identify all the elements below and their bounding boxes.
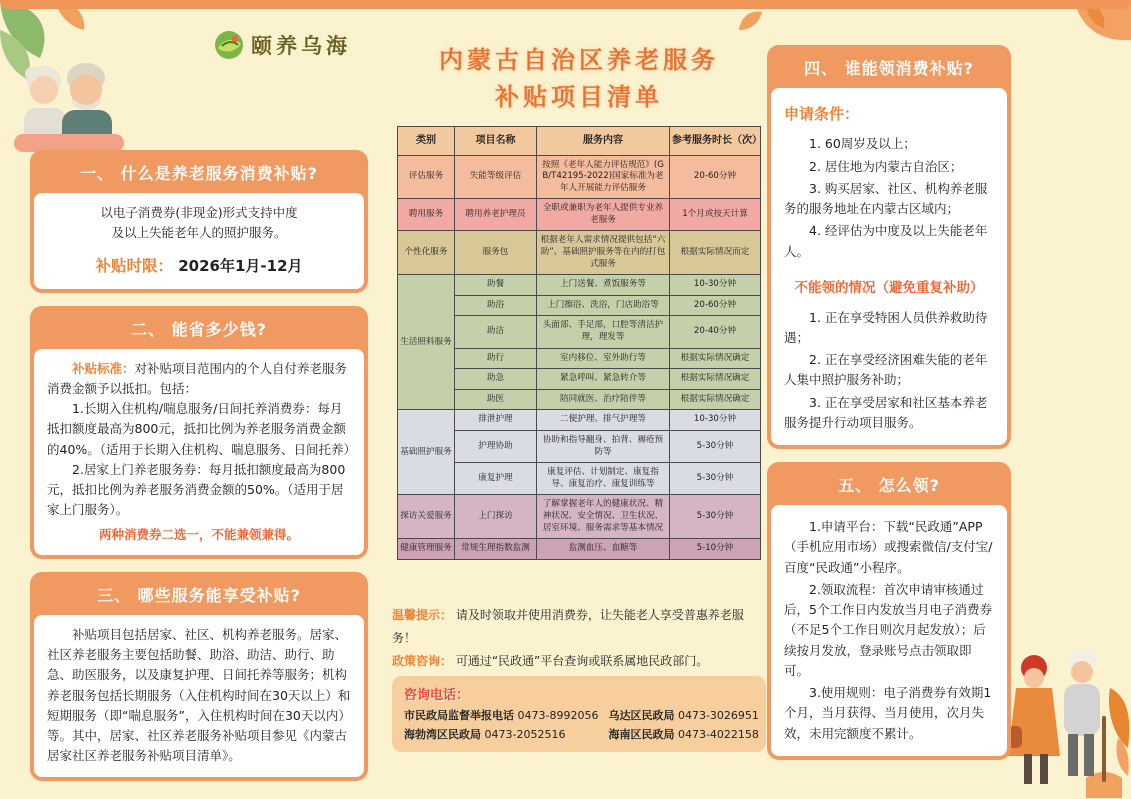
exclusion-item: 2. 正在享受经济困难失能的老年人集中照护服务补助；: [784, 352, 988, 388]
section-4-heading: 四、 谁能领消费补贴?: [804, 59, 974, 78]
cell-content: 陪同就医、治疗陪伴等: [537, 389, 670, 410]
cell-name: 助医: [455, 389, 537, 410]
exclusions-list: [784, 308, 994, 434]
phone-entry: [404, 707, 598, 723]
table-row-health: [398, 539, 761, 560]
voucher-warning: 两种消费券二选一，不能兼领兼得。: [98, 526, 299, 542]
cell-duration: 5-30分钟: [670, 431, 761, 463]
standard-paragraph: [47, 359, 351, 400]
cell-duration: 1个月或按天计算: [670, 199, 761, 231]
exclusion-item: 1. 正在享受特困人员供养救助待遇；: [784, 309, 988, 345]
cell-content: 监测血压、血糖等: [537, 539, 670, 560]
section-2-body: [34, 349, 364, 555]
cell-duration: 5-30分钟: [670, 463, 761, 495]
table-row-meal: [398, 275, 761, 296]
cell-name: 服务包: [455, 231, 537, 275]
table-header-row: [398, 127, 761, 156]
cell-name: 上门探访: [455, 495, 537, 539]
cell-category: 健康管理服务: [398, 539, 455, 560]
phone-name: 海勃湾区民政局: [404, 728, 481, 741]
cell-duration: 5-30分钟: [670, 495, 761, 539]
cell-content: 全职或兼职为老年人提供专业养老服务: [537, 199, 670, 231]
standard-label: 补贴标准：: [72, 360, 135, 376]
section-3-card: [30, 572, 368, 781]
table-row-excretion: [398, 410, 761, 431]
notes-block: [392, 604, 766, 672]
section-1-heading: 一、 什么是养老服务消费补贴?: [80, 164, 318, 183]
section-5-heading: 五、 怎么领?: [838, 476, 940, 496]
how-to-step: 1.申请平台：下载“民政通”APP（手机应用市场）或搜索微信/支付宝/百度“民政通”小程序。: [784, 519, 993, 575]
brand-logo-icon: [214, 30, 244, 60]
phone-entry: [404, 726, 598, 742]
conditions-title: 申请条件：: [784, 105, 860, 123]
cell-name: 护理协助: [455, 431, 537, 463]
tip-label: 温馨提示：: [392, 608, 453, 622]
standard-text: 对补贴项目范围内的个人自付养老服务消费金额予以抵扣。包括：: [47, 360, 348, 396]
cell-category: 聘用服务: [398, 199, 455, 231]
cell-duration: 10-30分钟: [670, 410, 761, 431]
brand-name: 颐养乌海: [251, 34, 351, 58]
cell-content: 室内移位、室外助行等: [537, 348, 670, 369]
cell-duration: 根据实际情况确定: [670, 369, 761, 390]
deadline-row: [47, 254, 351, 279]
left-column: [30, 150, 368, 794]
cell-content: 上门擦浴、洗浴，门店助浴等: [537, 295, 670, 316]
condition-item: 4. 经评估为中度及以上失能老年人。: [784, 223, 988, 259]
how-to-step: 3.使用规则：电子消费券有效期1个月，当月获得、当月使用，次月失效，未用完额度不累计。: [784, 685, 992, 741]
section-3-body: [34, 615, 364, 777]
condition-item: 2. 居住地为内蒙古自治区；: [809, 158, 963, 174]
section-5-body: [771, 505, 1007, 756]
section-4-card: [767, 45, 1011, 449]
deadline-value: 2026年1月-12月: [178, 256, 303, 275]
phone-name: 乌达区民政局: [608, 709, 675, 722]
cell-name: 助急: [455, 369, 537, 390]
phone-box: [392, 676, 766, 752]
subsidy-table-wrap: [397, 126, 760, 560]
cell-name: 失能等级评估: [455, 155, 537, 199]
section-2-heading: 二、 能省多少钱?: [131, 319, 267, 339]
phone-name: 海南区民政局: [608, 728, 675, 741]
table-row-hire: [398, 199, 761, 231]
brand: [214, 30, 351, 60]
cell-duration: 20-60分钟: [670, 155, 761, 199]
voucher-item-2: 2.居家上门养老服务券：每月抵扣额度最高为800元，抵扣比例为养老服务消费金额的50%。（适用于居家上门服务）。: [47, 461, 346, 518]
cell-name: 助餐: [455, 275, 537, 296]
cell-content: 紧急呼叫、紧急转介等: [537, 369, 670, 390]
section-1-line2: 及以上失能老年人的照护服务。: [111, 225, 287, 241]
phone-number: 0473-2052516: [484, 728, 566, 741]
cell-content: 二便护理、排气护理等: [537, 410, 670, 431]
top-border-band: [0, 0, 1131, 9]
phone-entry: [608, 726, 758, 742]
cell-name: 助行: [455, 348, 537, 369]
exclusion-item: 3. 正在享受居家和社区基本养老服务提升行动项目服务。: [784, 394, 988, 430]
table-row-eval: [398, 155, 761, 199]
section-5-card: [767, 462, 1011, 760]
phone-heading: 咨询电话：: [404, 688, 470, 703]
tip-line: [392, 604, 766, 650]
section-1-line1: 以电子消费券(非现金)形式支持中度: [100, 205, 298, 220]
section-2-card: [30, 306, 368, 559]
cell-name: 助洁: [455, 316, 537, 348]
cell-category-basic: 基础照护服务: [398, 410, 455, 495]
phone-number: 0473-4022158: [677, 728, 759, 741]
cell-content: 协助和指导翻身、拍背、褥疮预防等: [537, 431, 670, 463]
voucher-item-1: 1.长期入住机构/喘息服务/日间托养消费券：每月抵扣额度最高为800元，抵扣比例为养老服务消费金额的40%。（适用于长期入住机构、喘息服务、日间托养）: [47, 401, 357, 457]
table-row-visit: [398, 495, 761, 539]
cell-content: 上门送餐、煮饭服务等: [537, 275, 670, 296]
col-header-content: 服务内容: [537, 127, 670, 156]
subsidy-table: [397, 126, 761, 560]
cell-content: 头面部、手足部，口腔等清洁护理，理发等: [537, 316, 670, 348]
condition-item: 3. 购买居家、社区、机构养老服务的服务地址在内蒙古区域内；: [784, 180, 988, 217]
deadline-label: 补贴时限：: [95, 256, 173, 275]
title-line-2: 补贴项目清单: [495, 83, 663, 112]
section-1-body: [34, 193, 364, 289]
cell-name: 助浴: [455, 295, 537, 316]
leaf-small-icon: [737, 10, 763, 32]
cell-category: 探访关爱服务: [398, 495, 455, 539]
section-3-text: 补贴项目包括居家、社区、机构养老服务。居家、社区养老服务主要包括助餐、助浴、助洁、助行、助急、助医服务，以及康复护理、日间托养等服务；机构养老服务包括长期服务（入住机构时间在30天以上）和短期服务（即“喘息服务”，入住机构时间在30天以内）等。其中，居家、社区养老服务补贴项目参见《内蒙古居家社区养老服务补贴项目清单》。: [47, 626, 351, 764]
cell-duration: 10-30分钟: [670, 275, 761, 296]
cell-name: 排泄护理: [455, 410, 537, 431]
phone-name: 市民政局监督举报电话: [404, 709, 514, 722]
tip-text: 请及时领取并使用消费券，让失能老人享受普惠养老服务！: [392, 608, 744, 645]
exclusions-title: 不能领的情况（避免重复补助）: [794, 279, 984, 296]
cell-name: 康复护理: [455, 463, 537, 495]
section-4-body: [771, 88, 1007, 445]
cell-content: 按照《老年人能力评估规范》(GB/T42195-2022)国家标准为老年人开展能力评估服务: [537, 155, 670, 199]
table-row-personalized: [398, 231, 761, 275]
phone-number: 0473-8992056: [517, 709, 599, 722]
cell-duration: 根据实际情况确定: [670, 389, 761, 410]
col-header-name: 项目名称: [455, 127, 537, 156]
col-header-duration: 参考服务时长（次）: [670, 127, 761, 156]
cell-duration: 20-40分钟: [670, 316, 761, 348]
elderly-couple-illustration: [14, 52, 124, 152]
walking-couple-illustration: [990, 628, 1131, 799]
title-line-1: 内蒙古自治区养老服务: [439, 46, 719, 74]
phone-number: 0473-3026951: [677, 709, 759, 722]
section-1-card: [30, 150, 368, 293]
cell-duration: 根据实际情况而定: [670, 231, 761, 275]
section-3-heading: 三、 哪些服务能享受补贴?: [97, 585, 301, 605]
conditions-list: [784, 134, 994, 262]
condition-item: 1. 60周岁及以上；: [809, 136, 916, 152]
cell-category: 评估服务: [398, 155, 455, 199]
col-header-category: 类别: [398, 127, 455, 156]
policy-text: 可通过“民政通”平台查询或联系属地民政部门。: [455, 653, 709, 668]
cell-category-life: 生活照料服务: [398, 275, 455, 410]
cell-duration: 根据实际情况确定: [670, 348, 761, 369]
right-column: [767, 45, 1011, 773]
cell-category: 个性化服务: [398, 231, 455, 275]
cell-duration: 20-60分钟: [670, 295, 761, 316]
cell-name: 常规生理指数监测: [455, 539, 537, 560]
cell-duration: 5-10分钟: [670, 539, 761, 560]
policy-label: 政策咨询：: [392, 653, 453, 668]
phone-grid: [404, 707, 759, 742]
how-to-step: 2.领取流程：首次申请审核通过后，5个工作日内发放当月电子消费券（不足5个工作日则次月起发放）；后续按月发放，登录账号点击领取即可。: [784, 581, 992, 678]
policy-line: [392, 650, 766, 673]
cell-content: 康复评估、计划制定、康复指导、康复治疗、康复训练等: [537, 463, 670, 495]
phone-entry: [608, 707, 758, 723]
cell-name: 聘用养老护理员: [455, 199, 537, 231]
poster-title: [396, 42, 762, 116]
cell-content: 根据老年人需求情况提供包括“六助”、基础照护服务等在内的打包式服务: [537, 231, 670, 275]
cell-content: 了解掌握老年人的健康状况、精神状况、安全情况、卫生状况、居室环境、服务需求等基本情况: [537, 495, 670, 539]
